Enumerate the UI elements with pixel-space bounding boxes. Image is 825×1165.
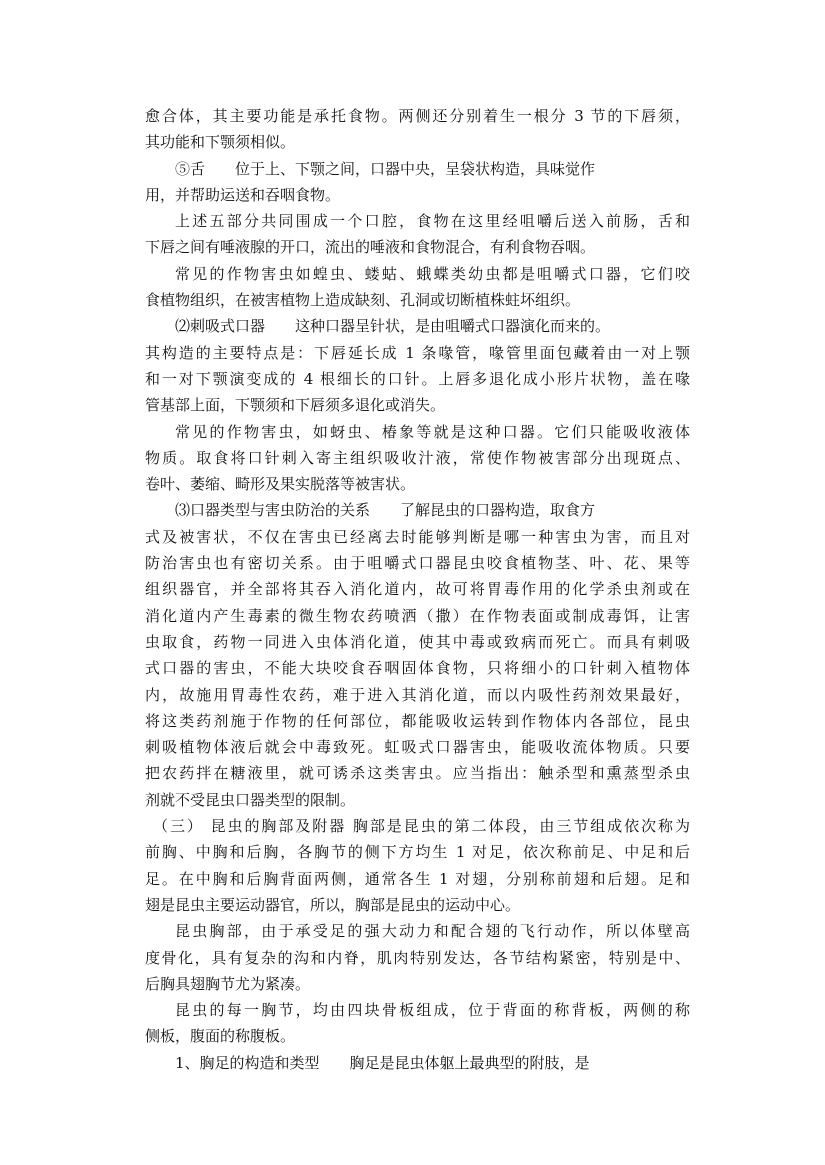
text-line: 愈合体，其主要功能是承托食物。两侧还分别着生一根分 3 节的下唇须， — [145, 107, 690, 125]
text-line: 翅是昆虫主要运动器官，所以，胸部是昆虫的运动中心。 — [145, 895, 521, 914]
text-line: 昆虫的每一胸节，均由四块骨板组成，位于背面的称背板，两侧的称 — [175, 1001, 690, 1020]
text-line: 1、胸足的构造和类型 胸足是昆虫体躯上最典型的附肢，是 — [175, 1053, 590, 1072]
text-line: 防治害虫也有密切关系。由于咀嚼式口器昆虫咬食植物茎、叶、花、果等 — [145, 554, 690, 573]
text-line: 将这类药剂施于作物的任何部位，都能吸收运转到作物体内各部位，昆虫 — [145, 711, 690, 730]
text-line: 上述五部分共同围成一个口腔，食物在这里经咀嚼后送入前肠，舌和 — [175, 212, 690, 231]
text-line: 后胸具翅胸节尤为紧凑。 — [145, 974, 311, 993]
body-text — [145, 103, 690, 1076]
text-line: 刺吸植物体液后就会中毒致死。虹吸式口器害虫，能吸收流体物质。只要 — [145, 738, 690, 757]
text-line: 常见的作物害虫如蝗虫、蝼蛄、蛾蝶类幼虫都是咀嚼式口器，它们咬 — [175, 264, 690, 283]
text-line: 式口器的害虫，不能大块咬食吞咽固体食物，只将细小的口针刺入植物体 — [145, 659, 690, 678]
text-line: 卷叶、萎缩、畸形及果实脱落等被害状。 — [145, 475, 416, 494]
text-line: ⑵刺吸式口器 这种口器呈针状，是由咀嚼式口器演化而来的。 — [175, 317, 611, 336]
text-line: （三） 昆虫的胸部及附器 胸部是昆虫的第二体段，由三节组成依次称为 — [153, 817, 690, 836]
text-line: ⑤舌 位于上、下颚之间，口器中央，呈袋状构造，具味觉作 — [175, 159, 596, 178]
text-line: 虫取食，药物一同进入虫体消化道，使其中毒或致病而死亡。而具有刺吸 — [145, 632, 690, 651]
text-line: 足。在中胸和后胸背面两侧，通常各生 1 对翅，分别称前翅和后翅。足和 — [145, 869, 690, 888]
text-line: 内，故施用胃毒性农药，难于进入其消化道，而以内吸性药剂效果最好， — [145, 685, 690, 704]
text-line: 下唇之间有唾液腺的开口，流出的唾液和食物混合，有利食物吞咽。 — [145, 238, 596, 257]
text-line: 物质。取食将口针刺入寄主组织吸收汁液，常使作物被害部分出现斑点、 — [145, 448, 690, 467]
text-line: 度骨化，具有复杂的沟和内脊，肌肉特别发达，各节结构紧密，特别是中、 — [145, 948, 690, 967]
text-line: 侧板，腹面的称腹板。 — [145, 1027, 296, 1046]
text-line: 消化道内产生毒素的微生物农药喷洒（撒）在作物表面或制成毒饵，让害 — [145, 606, 690, 625]
text-line: 组织器官，并全部将其吞入消化道内，故可将胃毒作用的化学杀虫剂或在 — [145, 580, 690, 599]
text-line: 和一对下颚演变成的 4 根细长的口针。上唇多退化成小形片状物，盖在喙 — [145, 369, 690, 388]
text-line: 食植物组织，在被害植物上造成缺刻、孔洞或切断植株蛀坏组织。 — [145, 291, 581, 310]
text-line: 剂就不受昆虫口器类型的限制。 — [145, 790, 356, 809]
text-line: 常见的作物害虫，如蚜虫、椿象等就是这种口器。它们只能吸收液体 — [175, 422, 690, 441]
text-line: 用，并帮助运送和吞咽食物。 — [145, 185, 341, 204]
text-line: 其构造的主要特点是：下唇延长成 1 条喙管，喙管里面包藏着由一对上颚 — [145, 343, 690, 362]
text-line: ⑶口器类型与害虫防治的关系 了解昆虫的口器构造，取食方 — [175, 501, 596, 520]
text-line: 管基部上面，下颚须和下唇须多退化或消失。 — [145, 396, 446, 415]
text-line: 把农药拌在糖液里，就可诱杀这类害虫。应当指出：触杀型和熏蒸型杀虫 — [145, 764, 690, 783]
text-line: 前胸、中胸和后胸，各胸节的侧下方均生 1 对足，依次称前足、中足和后 — [145, 843, 690, 862]
text-line: 昆虫胸部，由于承受足的强大动力和配合翅的飞行动作，所以体壁高 — [175, 922, 690, 941]
text-line: 式及被害状，不仅在害虫已经离去时能够判断是哪一种害虫为害，而且对 — [145, 527, 690, 546]
text-line: 其功能和下颚须相似。 — [145, 133, 296, 152]
